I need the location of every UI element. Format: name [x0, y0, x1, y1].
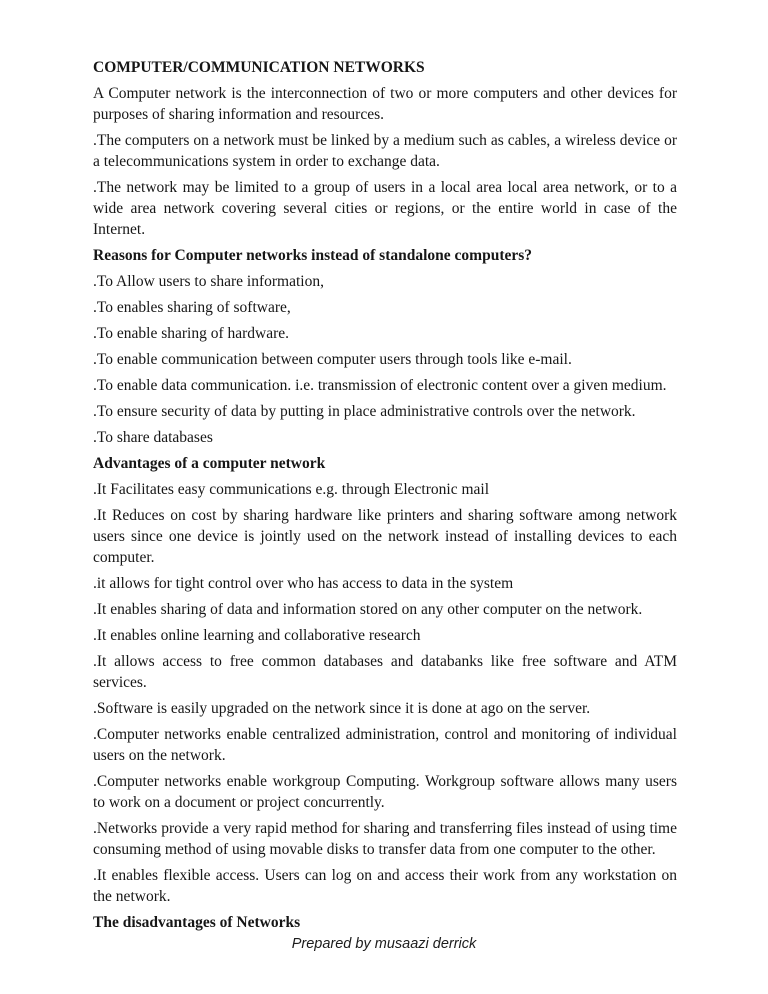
paragraph: .It Reduces on cost by sharing hardware like printers and sharing software among network users since one device is jointly used on the network instead of installing devices to each computer.: [93, 507, 677, 566]
paragraph: .The computers on a network must be linked by a medium such as cables, a wireless device or a telecommunications system in order to exchange data.: [93, 132, 677, 170]
paragraph: .Software is easily upgraded on the network since it is done at ago on the server.: [93, 700, 591, 717]
paragraph: .it allows for tight control over who has access to data in the system: [93, 575, 514, 592]
paragraph: A Computer network is the interconnection of two or more computers and other devices for purposes of sharing information and resources.: [93, 85, 677, 123]
section-heading: The disadvantages of Networks: [93, 914, 301, 931]
paragraph: .It enables sharing of data and information stored on any other computer on the network.: [93, 601, 643, 618]
section-heading: Advantages of a computer network: [93, 455, 326, 472]
document-body: [93, 57, 677, 938]
paragraph: .Computer networks enable centralized administration, control and monitoring of individual users on the network.: [93, 726, 677, 764]
paragraph: .The network may be limited to a group of users in a local area local area network, or to a wide area network covering several cities or regions, or the entire world in case of the Internet.: [93, 179, 677, 238]
page-footer: Prepared by musaazi derrick: [291, 936, 477, 952]
paragraph: .Networks provide a very rapid method for sharing and transferring files instead of using time consuming method of using movable disks to transfer data from one computer to the other.: [93, 820, 677, 858]
paragraph: .To ensure security of data by putting in place administrative controls over the network.: [93, 403, 636, 420]
paragraph: .To enable data communication. i.e. transmission of electronic content over a given medium.: [93, 377, 667, 394]
paragraph: .To enable sharing of hardware.: [93, 325, 290, 342]
paragraph: .To share databases: [93, 429, 213, 446]
paragraph: .It allows access to free common databases and databanks like free software and ATM services.: [93, 653, 677, 691]
paragraph: .Computer networks enable workgroup Computing. Workgroup software allows many users to work on a document or project concurrently.: [93, 773, 677, 811]
paragraph: .It enables flexible access. Users can log on and access their work from any workstation on the network.: [93, 867, 677, 905]
paragraph: .It enables online learning and collaborative research: [93, 627, 421, 644]
section-heading: Reasons for Computer networks instead of standalone computers?: [93, 247, 533, 264]
section-heading: COMPUTER/COMMUNICATION NETWORKS: [93, 59, 425, 76]
paragraph: .It Facilitates easy communications e.g. through Electronic mail: [93, 481, 489, 498]
paragraph: .To enables sharing of software,: [93, 299, 291, 316]
paragraph: .To enable communication between computer users through tools like e-mail.: [93, 351, 572, 368]
paragraph: .To Allow users to share information,: [93, 273, 324, 290]
